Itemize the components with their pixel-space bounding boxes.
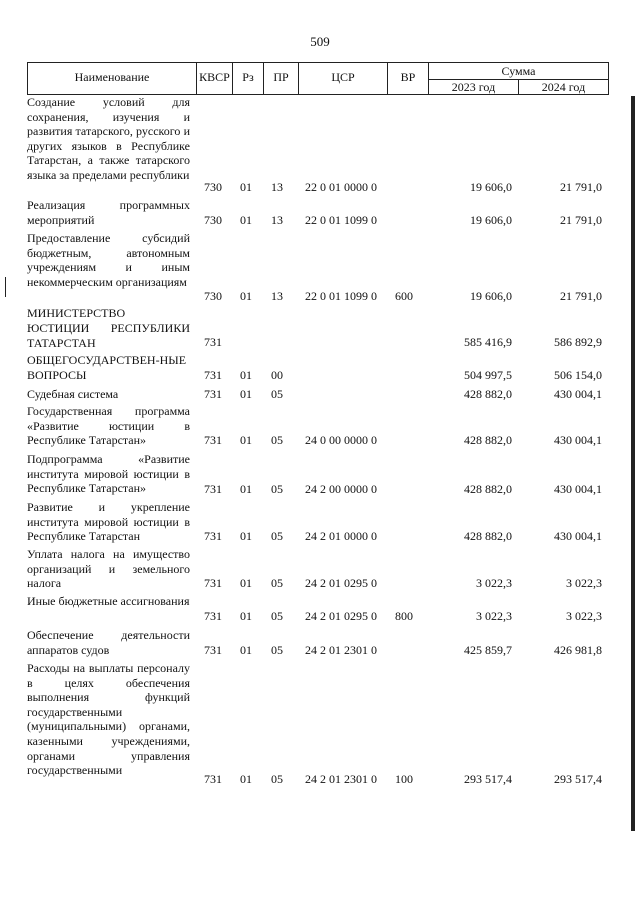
row-rz: 01: [240, 643, 252, 657]
row-name: МИНИСТЕРСТВО ЮСТИЦИИ РЕСПУБЛИКИ ТАТАРСТАН: [27, 306, 190, 350]
row-pr: 05: [271, 609, 283, 623]
row-rz: 01: [240, 529, 252, 543]
row-kvsr: 731: [204, 335, 222, 349]
row-pr: 05: [271, 433, 283, 447]
row-sum-2023: 428 882,0: [464, 482, 512, 496]
scan-edge-mark-left: [5, 277, 6, 297]
row-name: ОБЩЕГОСУДАРСТВЕН-НЫЕ ВОПРОСЫ: [27, 353, 187, 382]
row-name: Судебная система: [27, 387, 119, 401]
row-sum-2024: 21 791,0: [560, 289, 602, 303]
header-kvsr: КВСР: [199, 70, 230, 84]
row-kvsr: 731: [204, 433, 222, 447]
header-year-2024: 2024 год: [541, 80, 586, 94]
row-kvsr: 731: [204, 368, 222, 382]
row-vr: 800: [395, 609, 413, 623]
row-pr: 13: [271, 213, 283, 227]
row-csr: 22 0 01 1099 0: [305, 213, 377, 227]
row-kvsr: 731: [204, 772, 222, 786]
row-name: Развитие и укрепление института мировой юстиции в Республике Татарстан: [27, 500, 190, 544]
row-sum-2024: 293 517,4: [554, 772, 602, 786]
row-kvsr: 731: [204, 576, 222, 590]
row-sum-2023: 504 997,5: [464, 368, 512, 382]
row-sum-2023: 293 517,4: [464, 772, 512, 786]
row-pr: 05: [271, 387, 283, 401]
row-rz: 01: [240, 609, 252, 623]
row-kvsr: 731: [204, 482, 222, 496]
row-sum-2023: 428 882,0: [464, 529, 512, 543]
row-csr: 24 0 00 0000 0: [305, 433, 377, 447]
row-sum-2024: 21 791,0: [560, 180, 602, 194]
row-rz: 01: [240, 433, 252, 447]
row-name: Обеспечение деятельности аппаратов судов: [27, 628, 190, 657]
row-sum-2024: 430 004,1: [554, 387, 602, 401]
row-vr: 600: [395, 289, 413, 303]
row-csr: 24 2 01 0000 0: [305, 529, 377, 543]
row-name: Создание условий для сохранения, изучения и развития татарского, русского и других языков в Республике Татарстан, а также татарского языка за пределами республики: [27, 95, 190, 182]
row-kvsr: 731: [204, 609, 222, 623]
row-pr: 05: [271, 643, 283, 657]
header-rz: Рз: [242, 70, 254, 84]
row-rz: 01: [240, 387, 252, 401]
row-name: Реализация программных мероприятий: [27, 198, 190, 227]
row-pr: 05: [271, 772, 283, 786]
row-pr: 05: [271, 576, 283, 590]
header-csr: ЦСР: [331, 70, 355, 84]
row-kvsr: 731: [204, 643, 222, 657]
row-rz: 01: [240, 213, 252, 227]
row-csr: 24 2 01 0295 0: [305, 609, 377, 623]
row-name: Расходы на выплаты персоналу в целях обеспечения выполнения функций государственными (муниципальными) органами, казенными учреждениями, органами управления государственными: [27, 661, 190, 778]
row-pr: 05: [271, 482, 283, 496]
header-name: Наименование: [74, 70, 150, 84]
page-number: 509: [310, 34, 330, 49]
header-right-border: [608, 62, 609, 95]
row-sum-2023: 585 416,9: [464, 335, 512, 349]
row-sum-2023: 19 606,0: [470, 213, 512, 227]
row-csr: 22 0 01 1099 0: [305, 289, 377, 303]
row-kvsr: 731: [204, 529, 222, 543]
row-name: Уплата налога на имущество организаций и земельного налога: [27, 547, 190, 591]
row-pr: 13: [271, 289, 283, 303]
row-csr: 24 2 00 0000 0: [305, 482, 377, 496]
row-sum-2024: 426 981,8: [554, 643, 602, 657]
header-year-2023: 2023 год: [451, 80, 496, 94]
row-kvsr: 730: [204, 180, 222, 194]
row-sum-2023: 428 882,0: [464, 387, 512, 401]
scan-edge-mark-right: [631, 96, 635, 831]
row-sum-2024: 506 154,0: [554, 368, 602, 382]
row-sum-2023: 428 882,0: [464, 433, 512, 447]
row-sum-2023: 19 606,0: [470, 180, 512, 194]
row-kvsr: 731: [204, 387, 222, 401]
row-sum-2024: 430 004,1: [554, 433, 602, 447]
row-pr: 13: [271, 180, 283, 194]
header-vr: ВР: [400, 70, 416, 84]
row-sum-2024: 3 022,3: [566, 609, 602, 623]
row-sum-2024: 3 022,3: [566, 576, 602, 590]
row-name: Подпрограмма «Развитие института мировой юстиции в Республике Татарстан»: [27, 452, 190, 496]
row-vr: 100: [395, 772, 413, 786]
row-kvsr: 730: [204, 289, 222, 303]
row-rz: 01: [240, 180, 252, 194]
row-rz: 01: [240, 576, 252, 590]
row-csr: 24 2 01 2301 0: [305, 643, 377, 657]
row-rz: 01: [240, 482, 252, 496]
row-csr: 22 0 01 0000 0: [305, 180, 377, 194]
row-sum-2023: 19 606,0: [470, 289, 512, 303]
header-top-border: [27, 62, 609, 63]
row-rz: 01: [240, 772, 252, 786]
row-sum-2023: 3 022,3: [476, 609, 512, 623]
header-pr: ПР: [273, 70, 289, 84]
row-name: Государственная программа «Развитие юстиции в Республике Татарстан»: [27, 404, 190, 448]
row-sum-2024: 21 791,0: [560, 213, 602, 227]
row-pr: 05: [271, 529, 283, 543]
row-sum-2024: 430 004,1: [554, 529, 602, 543]
row-name: Предоставление субсидий бюджетным, автономным учреждениям и иным некоммерческим организациям: [27, 231, 190, 289]
row-rz: 01: [240, 368, 252, 382]
row-name: Иные бюджетные ассигнования: [27, 594, 190, 608]
row-csr: 24 2 01 0295 0: [305, 576, 377, 590]
row-sum-2024: 586 892,9: [554, 335, 602, 349]
row-kvsr: 730: [204, 213, 222, 227]
row-sum-2024: 430 004,1: [554, 482, 602, 496]
row-pr: 00: [271, 368, 283, 382]
row-rz: 01: [240, 289, 252, 303]
row-csr: 24 2 01 2301 0: [305, 772, 377, 786]
row-sum-2023: 3 022,3: [476, 576, 512, 590]
header-sum: Сумма: [501, 64, 536, 78]
row-sum-2023: 425 859,7: [464, 643, 512, 657]
